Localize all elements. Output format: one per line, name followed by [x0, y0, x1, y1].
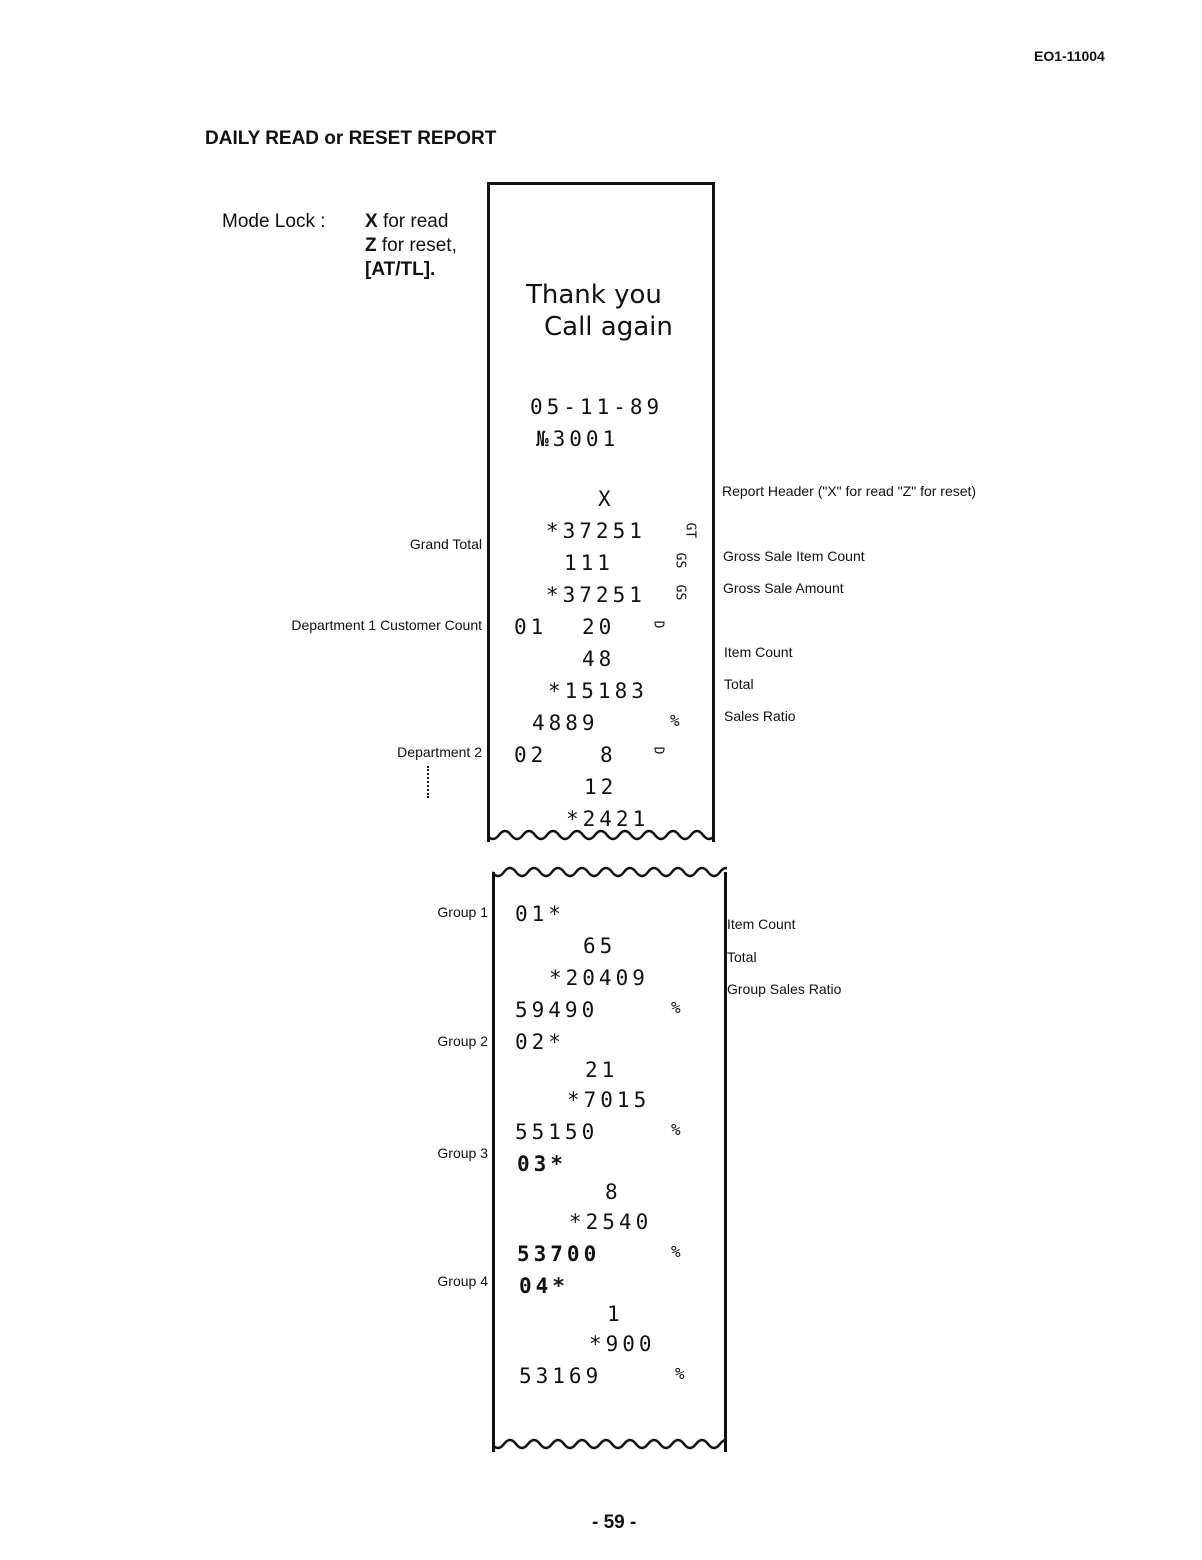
group4-total: *900 — [589, 1332, 656, 1356]
label-department-2: Department 2 — [397, 744, 482, 760]
group3-item-count: 8 — [605, 1180, 622, 1204]
receipt-date: 05-11-89 — [530, 395, 664, 419]
page-title: DAILY READ or RESET REPORT — [205, 128, 497, 149]
group3-ratio: 53700 — [517, 1242, 601, 1266]
dept2-code: 02 — [514, 743, 548, 767]
dept2-total: *2421 — [566, 807, 650, 831]
group2-item-count: 21 — [585, 1058, 619, 1082]
label-group-total: Total — [727, 949, 757, 965]
torn-edge-bottom-2 — [492, 1438, 727, 1454]
dept1-customer-count: 20 — [582, 615, 616, 639]
group1-ratio: 59490 — [515, 998, 599, 1022]
mode-lock-label: Mode Lock : — [222, 211, 326, 232]
group2-ratio: 55150 — [515, 1120, 599, 1144]
dept1-code: 01 — [514, 615, 548, 639]
call-again-text: Call again — [544, 312, 673, 342]
label-gross-item-count: Gross Sale Item Count — [723, 548, 865, 564]
group2-code: 02* — [515, 1030, 565, 1054]
dept2-item-count: 12 — [584, 775, 618, 799]
group3-code: 03* — [517, 1152, 567, 1176]
label-report-header: Report Header ("X" for read "Z" for reset) — [722, 483, 977, 499]
read-text: for read — [377, 211, 449, 232]
document-id: EO1-11004 — [1034, 48, 1105, 64]
label-department-1: Department 1 Customer Count — [291, 617, 482, 633]
report-mode: X — [598, 487, 615, 511]
dept2-customer-count: 8 — [600, 743, 617, 767]
label-group-sales-ratio: Group Sales Ratio — [727, 981, 842, 997]
group1-code: 01* — [515, 902, 565, 926]
page-number: - 59 - — [592, 1512, 637, 1533]
gt-tag: GT — [682, 522, 698, 539]
label-group-1: Group 1 — [437, 904, 488, 920]
dept1-tag: D — [650, 620, 666, 629]
gross-item-count-value: 111 — [564, 551, 614, 575]
label-gross-amount: Gross Sale Amount — [723, 580, 844, 596]
continuation-dots — [427, 766, 429, 798]
label-total: Total — [724, 676, 754, 692]
dept2-tag: D — [650, 746, 666, 755]
label-group-4: Group 4 — [437, 1273, 488, 1289]
read-key: X — [365, 211, 378, 232]
thank-you-text: Thank you — [526, 280, 662, 310]
group2-total: *7015 — [567, 1088, 651, 1112]
group2-percent: % — [671, 1120, 685, 1139]
percent-sign: % — [670, 711, 684, 730]
group4-code: 04* — [519, 1274, 569, 1298]
torn-edge-bottom — [487, 829, 715, 845]
mode-lock-instructions — [365, 210, 457, 282]
group1-item-count: 65 — [583, 934, 617, 958]
torn-edge-top — [492, 866, 727, 882]
dept1-item-count: 48 — [582, 647, 616, 671]
dept1-sales-ratio: 4889 — [532, 711, 599, 735]
group3-percent: % — [671, 1242, 685, 1261]
gross-amount-value: *37251 — [546, 583, 646, 607]
reset-text: for reset, — [376, 235, 457, 256]
label-group-item-count: Item Count — [727, 916, 796, 932]
reset-key: Z — [365, 235, 377, 256]
attl-key: [AT/TL]. — [365, 259, 436, 280]
label-sales-ratio: Sales Ratio — [724, 708, 796, 724]
label-group-2: Group 2 — [437, 1033, 488, 1049]
group4-ratio: 53169 — [519, 1364, 603, 1388]
grand-total-value: *37251 — [546, 519, 646, 543]
receipt-top — [487, 182, 715, 842]
group4-percent: % — [675, 1364, 689, 1383]
label-item-count: Item Count — [724, 644, 793, 660]
group4-item-count: 1 — [607, 1302, 624, 1326]
label-group-3: Group 3 — [437, 1145, 488, 1161]
gs-tag-1: GS — [672, 552, 688, 569]
dept1-total: *15183 — [548, 679, 648, 703]
group1-percent: % — [671, 998, 685, 1017]
group3-total: *2540 — [569, 1210, 653, 1234]
receipt-number: №3001 — [536, 427, 620, 451]
receipt-bottom — [492, 872, 727, 1452]
group1-total: *20409 — [549, 966, 649, 990]
label-grand-total: Grand Total — [409, 536, 482, 552]
gs-tag-2: GS — [672, 584, 688, 601]
